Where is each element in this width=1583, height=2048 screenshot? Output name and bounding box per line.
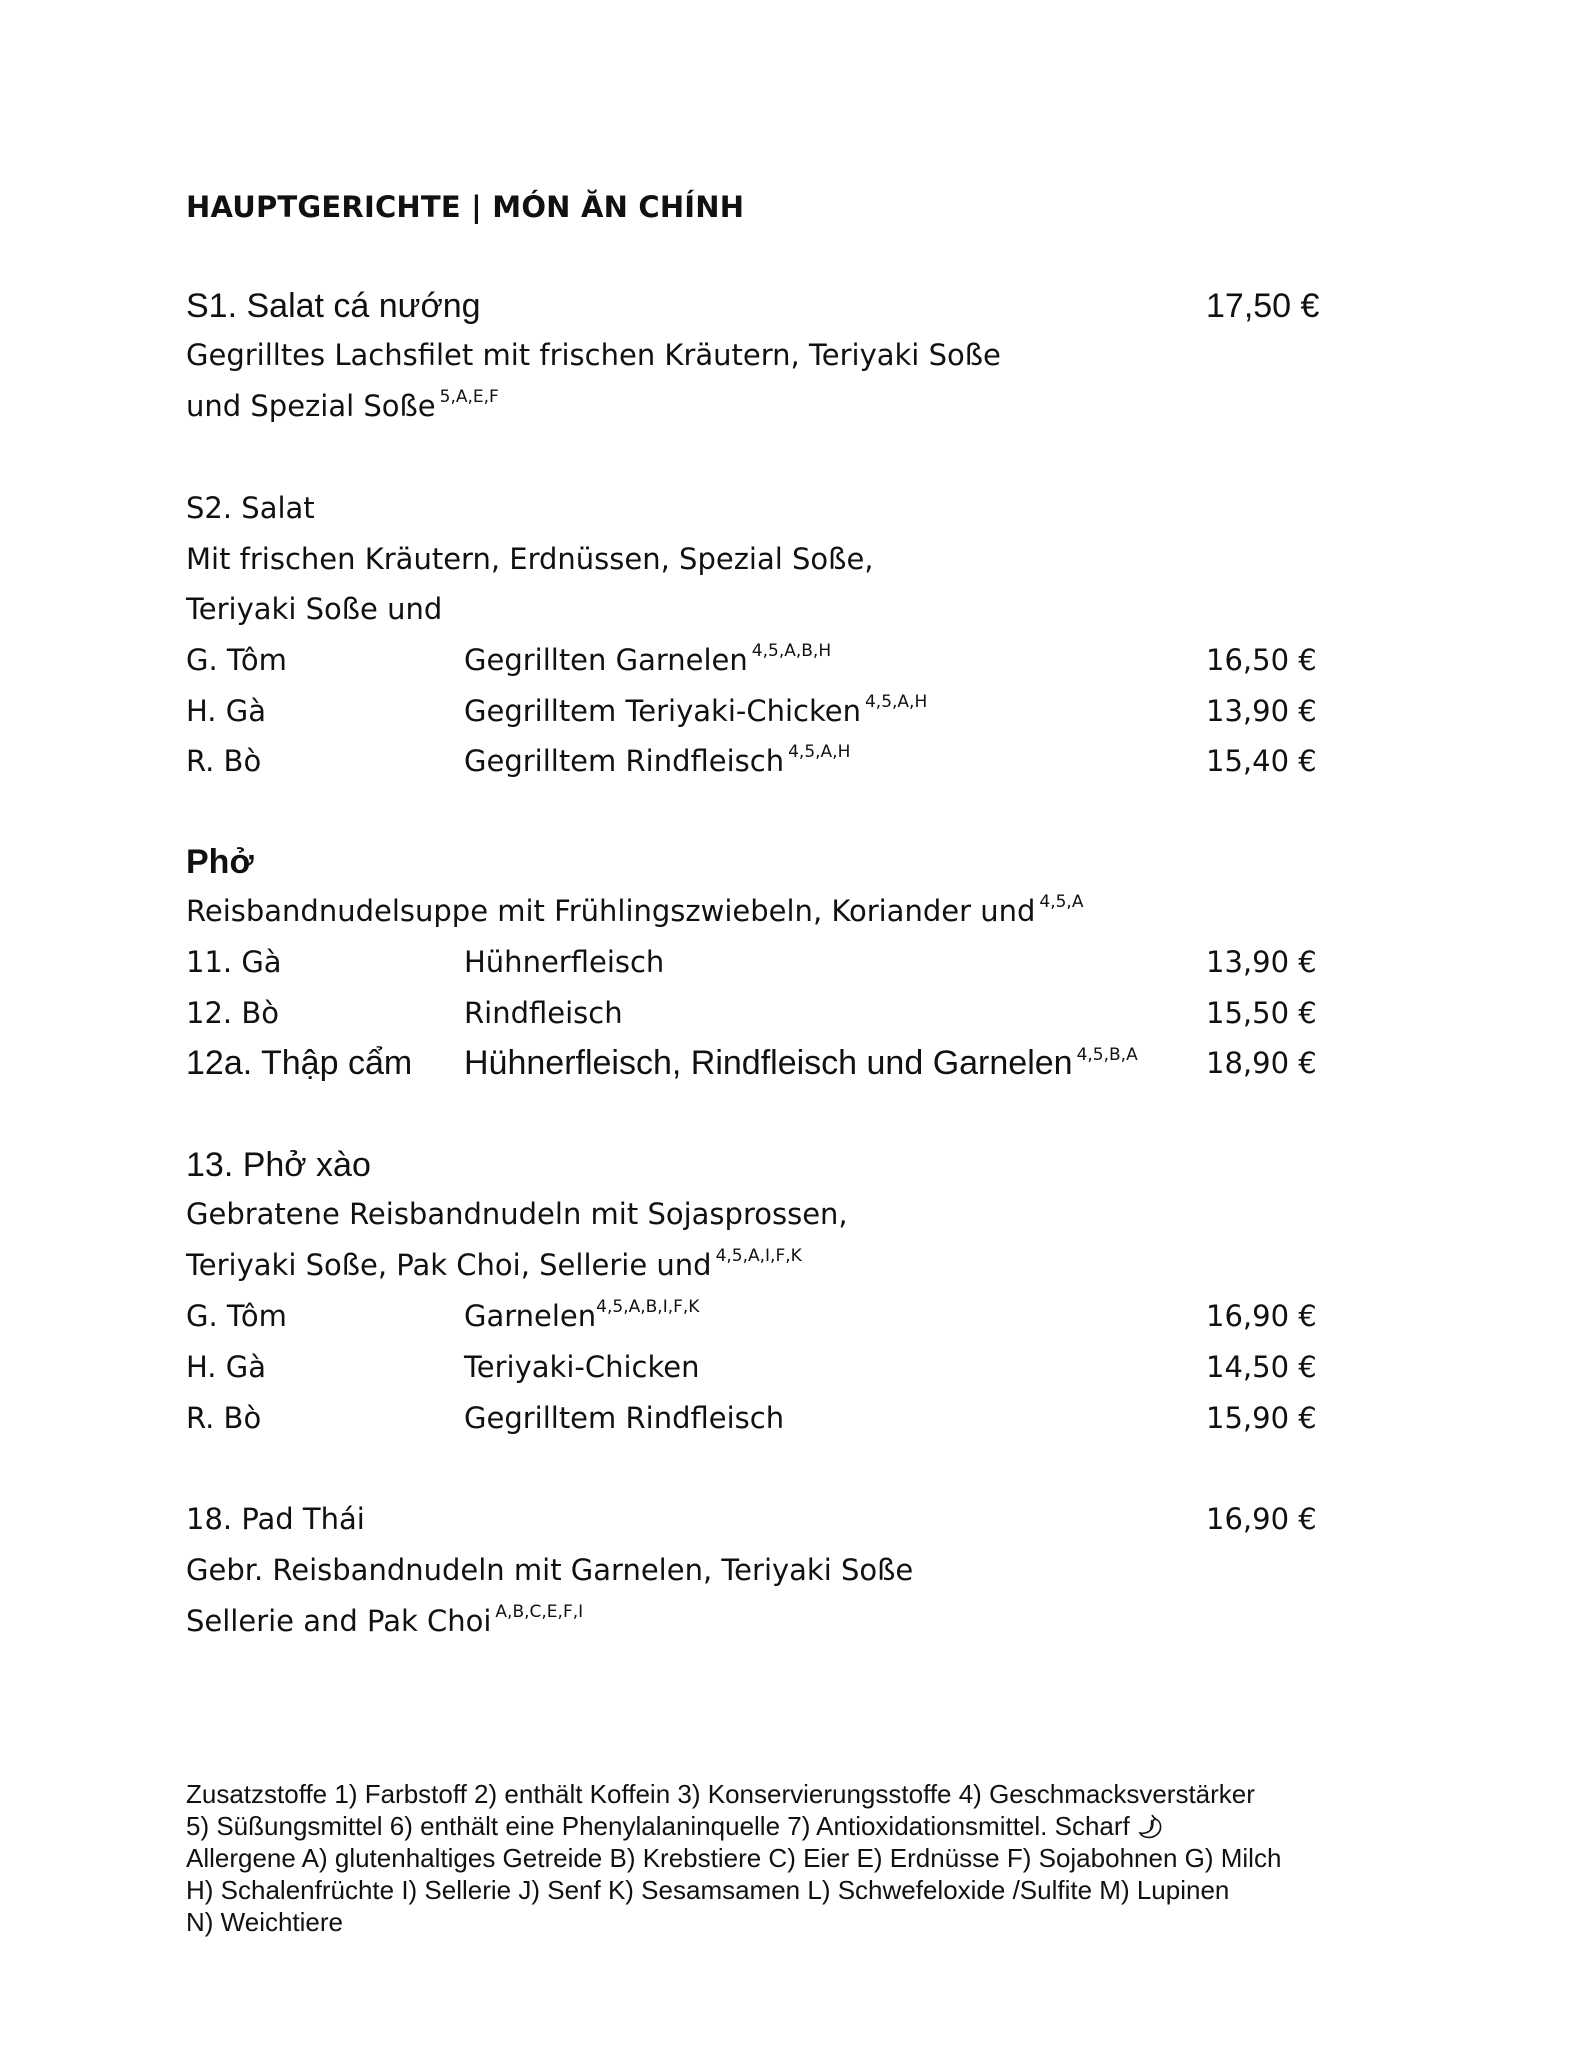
s2-item-price: 13,90 € bbox=[1206, 694, 1317, 728]
phoxao-title: 13. Phở xào bbox=[186, 1146, 371, 1184]
s1-price: 17,50 € bbox=[1206, 287, 1320, 325]
pho-item-price: 13,90 € bbox=[1206, 945, 1317, 979]
s2-item-code: R. Bò bbox=[186, 744, 262, 778]
phoxao-allergens: 4,5,A,I,F,K bbox=[715, 1246, 802, 1266]
pho-item-name: Rindfleisch bbox=[464, 996, 623, 1030]
legend-line: N) Weichtiere bbox=[186, 1907, 344, 1937]
phoxao-item-price: 16,90 € bbox=[1206, 1299, 1317, 1333]
s1-title: S1. Salat cá nướng bbox=[186, 287, 481, 325]
phoxao-item-price: 14,50 € bbox=[1206, 1350, 1317, 1384]
pho-item-price: 15,50 € bbox=[1206, 996, 1317, 1030]
s1-description-line2 bbox=[186, 389, 499, 423]
phoxao-item-code: H. Gà bbox=[186, 1350, 266, 1384]
s2-item-name bbox=[464, 643, 831, 677]
pho-item-code: 12a. Thập cẩm bbox=[186, 1044, 413, 1082]
legend-line: H) Schalenfrüchte I) Sellerie J) Senf K) Sesamsamen L) Schwefeloxide /Sulfite M) Lupinen bbox=[186, 1875, 1230, 1905]
legend-line: Zusatzstoffe 1) Farbstoff 2) enthält Koffein 3) Konservierungsstoffe 4) Geschmacksverstärker bbox=[186, 1779, 1255, 1809]
phoxao-item-price: 15,90 € bbox=[1206, 1401, 1317, 1435]
pho-item-allergens: 4,5,B,A bbox=[1076, 1045, 1138, 1065]
s2-item-allergens: 4,5,A,H bbox=[788, 742, 851, 762]
s2-title: S2. Salat bbox=[186, 491, 315, 525]
s2-item-code: H. Gà bbox=[186, 694, 266, 728]
pho-item-name: Hühnerfleisch bbox=[464, 945, 665, 979]
pho-title: Phở bbox=[186, 843, 254, 881]
phoxao-item-name bbox=[464, 1299, 699, 1333]
pho-item-code: 12. Bò bbox=[186, 996, 279, 1030]
s1-allergens: 5,A,E,F bbox=[439, 387, 499, 407]
padthai-title: 18. Pad Thái bbox=[186, 1502, 365, 1536]
page-title: HAUPTGERICHTE | MÓN ĂN CHÍNH bbox=[186, 190, 745, 224]
s2-item-name bbox=[464, 694, 927, 728]
pho-description bbox=[186, 894, 1083, 928]
phoxao-item-code: R. Bò bbox=[186, 1401, 262, 1435]
s1-description-text: und Spezial Soße bbox=[186, 389, 436, 423]
s1-description-line1: Gegrilltes Lachsfilet mit frischen Kräutern, Teriyaki Soße bbox=[186, 338, 1001, 372]
pho-item-name-text: Hühnerfleisch, Rindfleisch und Garnelen bbox=[464, 1044, 1073, 1082]
legend-line: Allergene A) glutenhaltiges Getreide B) Krebstiere C) Eier E) Erdnüsse F) Sojabohnen G) Milch bbox=[186, 1843, 1282, 1873]
phoxao-item-code: G. Tôm bbox=[186, 1299, 287, 1333]
s2-item-name-text: Gegrillten Garnelen bbox=[464, 643, 748, 677]
padthai-description-line2 bbox=[186, 1604, 583, 1638]
phoxao-item-allergens: 4,5,A,B,I,F,K bbox=[596, 1297, 700, 1317]
phoxao-description-line1: Gebratene Reisbandnudeln mit Sojasprossen, bbox=[186, 1197, 848, 1231]
phoxao-description-line2 bbox=[186, 1248, 802, 1282]
s2-item-name-text: Gegrilltem Teriyaki-Chicken bbox=[464, 694, 861, 728]
phoxao-item-name: Teriyaki-Chicken bbox=[464, 1350, 700, 1384]
additives-allergens-legend bbox=[186, 1778, 1386, 1938]
s2-item-price: 16,50 € bbox=[1206, 643, 1317, 677]
s2-item-allergens: 4,5,A,H bbox=[864, 692, 928, 712]
legend-line bbox=[186, 1810, 1386, 1842]
s2-description-line2: Teriyaki Soße und bbox=[186, 592, 443, 626]
padthai-description-line1: Gebr. Reisbandnudeln mit Garnelen, Teriyaki Soße bbox=[186, 1553, 914, 1587]
s2-item-code: G. Tôm bbox=[186, 643, 287, 677]
pho-item-code: 11. Gà bbox=[186, 945, 282, 979]
pho-item-price: 18,90 € bbox=[1206, 1046, 1317, 1080]
padthai-description-text: Sellerie and Pak Choi bbox=[186, 1604, 492, 1638]
s2-description-line1: Mit frischen Kräutern, Erdnüssen, Spezial Soße, bbox=[186, 542, 874, 576]
pho-allergens: 4,5,A bbox=[1039, 892, 1084, 912]
s2-item-name bbox=[464, 744, 850, 778]
chili-icon bbox=[1136, 1811, 1166, 1841]
phoxao-description-text: Teriyaki Soße, Pak Choi, Sellerie und bbox=[186, 1248, 712, 1282]
phoxao-item-name: Gegrilltem Rindfleisch bbox=[464, 1401, 785, 1435]
s2-item-price: 15,40 € bbox=[1206, 744, 1317, 778]
padthai-allergens: A,B,C,E,F,I bbox=[495, 1602, 584, 1622]
phoxao-item-name-text: Garnelen bbox=[464, 1299, 597, 1333]
padthai-price: 16,90 € bbox=[1206, 1502, 1317, 1536]
legend-line-text: 5) Süßungsmittel 6) enthält eine Phenylalaninquelle 7) Antioxidationsmittel. Scharf bbox=[186, 1811, 1130, 1841]
s2-item-name-text: Gegrilltem Rindfleisch bbox=[464, 744, 785, 778]
pho-description-text: Reisbandnudelsuppe mit Frühlingszwiebeln, Koriander und bbox=[186, 894, 1036, 928]
s2-item-allergens: 4,5,A,B,H bbox=[751, 641, 832, 661]
pho-item-name bbox=[464, 1044, 1138, 1083]
